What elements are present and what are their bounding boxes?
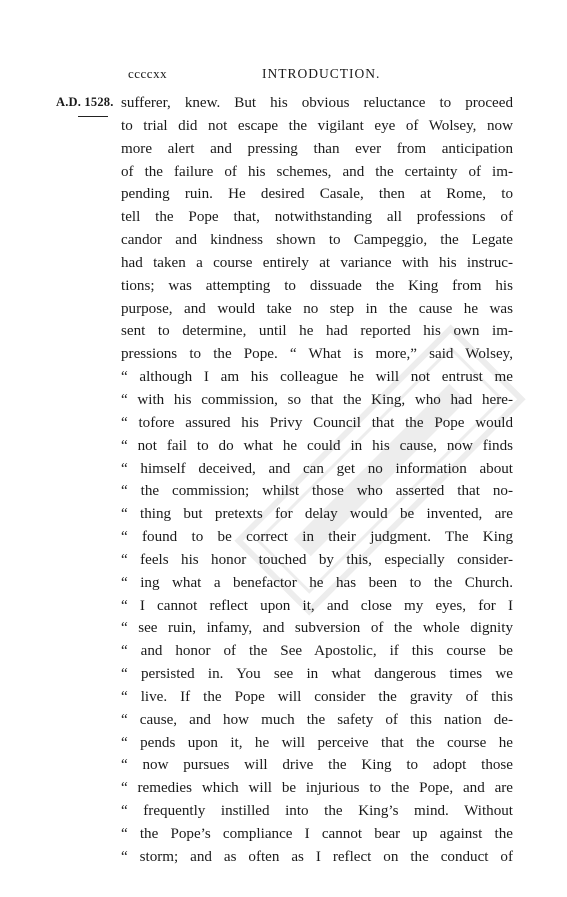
text-line: “ with his commission, so that the King, who had here- <box>121 391 513 408</box>
text-line: “ frequently instilled into the King’s mind. Without <box>121 803 513 820</box>
text-line: “ cause, and how much the safety of this nation de- <box>121 711 513 728</box>
running-header <box>0 66 567 86</box>
text-line: candor and kindness shown to Campeggio, the Legate <box>121 232 513 249</box>
margin-note <box>56 95 118 117</box>
text-line: “ pends upon it, he will perceive that the course he <box>121 734 513 751</box>
text-line: “ persisted in. You see in what dangerous times we <box>121 666 513 683</box>
text-line: of the failure of his schemes, and the certainty of im- <box>121 163 513 180</box>
text-line: had taken a course entirely at variance with his instruc- <box>121 254 513 271</box>
text-line: “ thing but pretexts for delay would be invented, are <box>121 506 513 523</box>
text-line: pending ruin. He desired Casale, then at Rome, to <box>121 186 513 203</box>
text-line: sufferer, knew. But his obvious reluctance to proceed <box>121 95 513 111</box>
text-line: “ not fail to do what he could in his cause, now finds <box>121 437 513 454</box>
text-line: tell the Pope that, notwithstanding all professions of <box>121 209 513 226</box>
text-line: to trial did not escape the vigilant eye of Wolsey, now <box>121 117 513 134</box>
page-number: ccccxx <box>128 66 168 81</box>
text-line: “ the commission; whilst those who asserted that no- <box>121 483 513 500</box>
text-line: “ and honor of the See Apostolic, if this course be <box>121 643 513 660</box>
margin-date: A.D. 1528. <box>56 95 114 109</box>
text-line: “ see ruin, infamy, and subversion of the whole dignity <box>121 620 513 637</box>
text-line: sent to determine, until he had reported his own im- <box>121 323 513 340</box>
text-line: “ the Pope’s compliance I cannot bear up against the <box>121 826 513 842</box>
text-line: pressions to the Pope. “ What is more,” said Wolsey, <box>121 346 513 363</box>
text-line: “ found to be correct in their judgment. The King <box>121 529 513 546</box>
text-line: “ storm; and as often as I reflect on the conduct of <box>121 848 513 865</box>
running-title: INTRODUCTION. <box>262 66 381 81</box>
margin-rule <box>78 116 108 117</box>
body-text <box>121 92 513 869</box>
text-line: purpose, and would take no step in the cause he was <box>121 300 513 317</box>
text-line: “ tofore assured his Privy Council that the Pope would <box>121 414 513 431</box>
text-line: “ live. If the Pope will consider the gravity of this <box>121 688 513 705</box>
text-line: “ although I am his colleague he will not entrust me <box>121 369 513 386</box>
text-line: “ ing what a benefactor he has been to the Church. <box>121 574 513 591</box>
text-line: “ now pursues will drive the King to adopt those <box>121 757 513 774</box>
text-line: “ I cannot reflect upon it, and close my eyes, for I <box>121 597 513 614</box>
text-line: “ feels his honor touched by this, especially consider- <box>121 551 513 568</box>
text-line: more alert and pressing than ever from anticipation <box>121 140 513 157</box>
text-line: “ remedies which will be injurious to the Pope, and are <box>121 780 513 797</box>
text-line: “ himself deceived, and can get no information about <box>121 460 513 477</box>
text-line: tions; was attempting to dissuade the King from his <box>121 277 513 294</box>
